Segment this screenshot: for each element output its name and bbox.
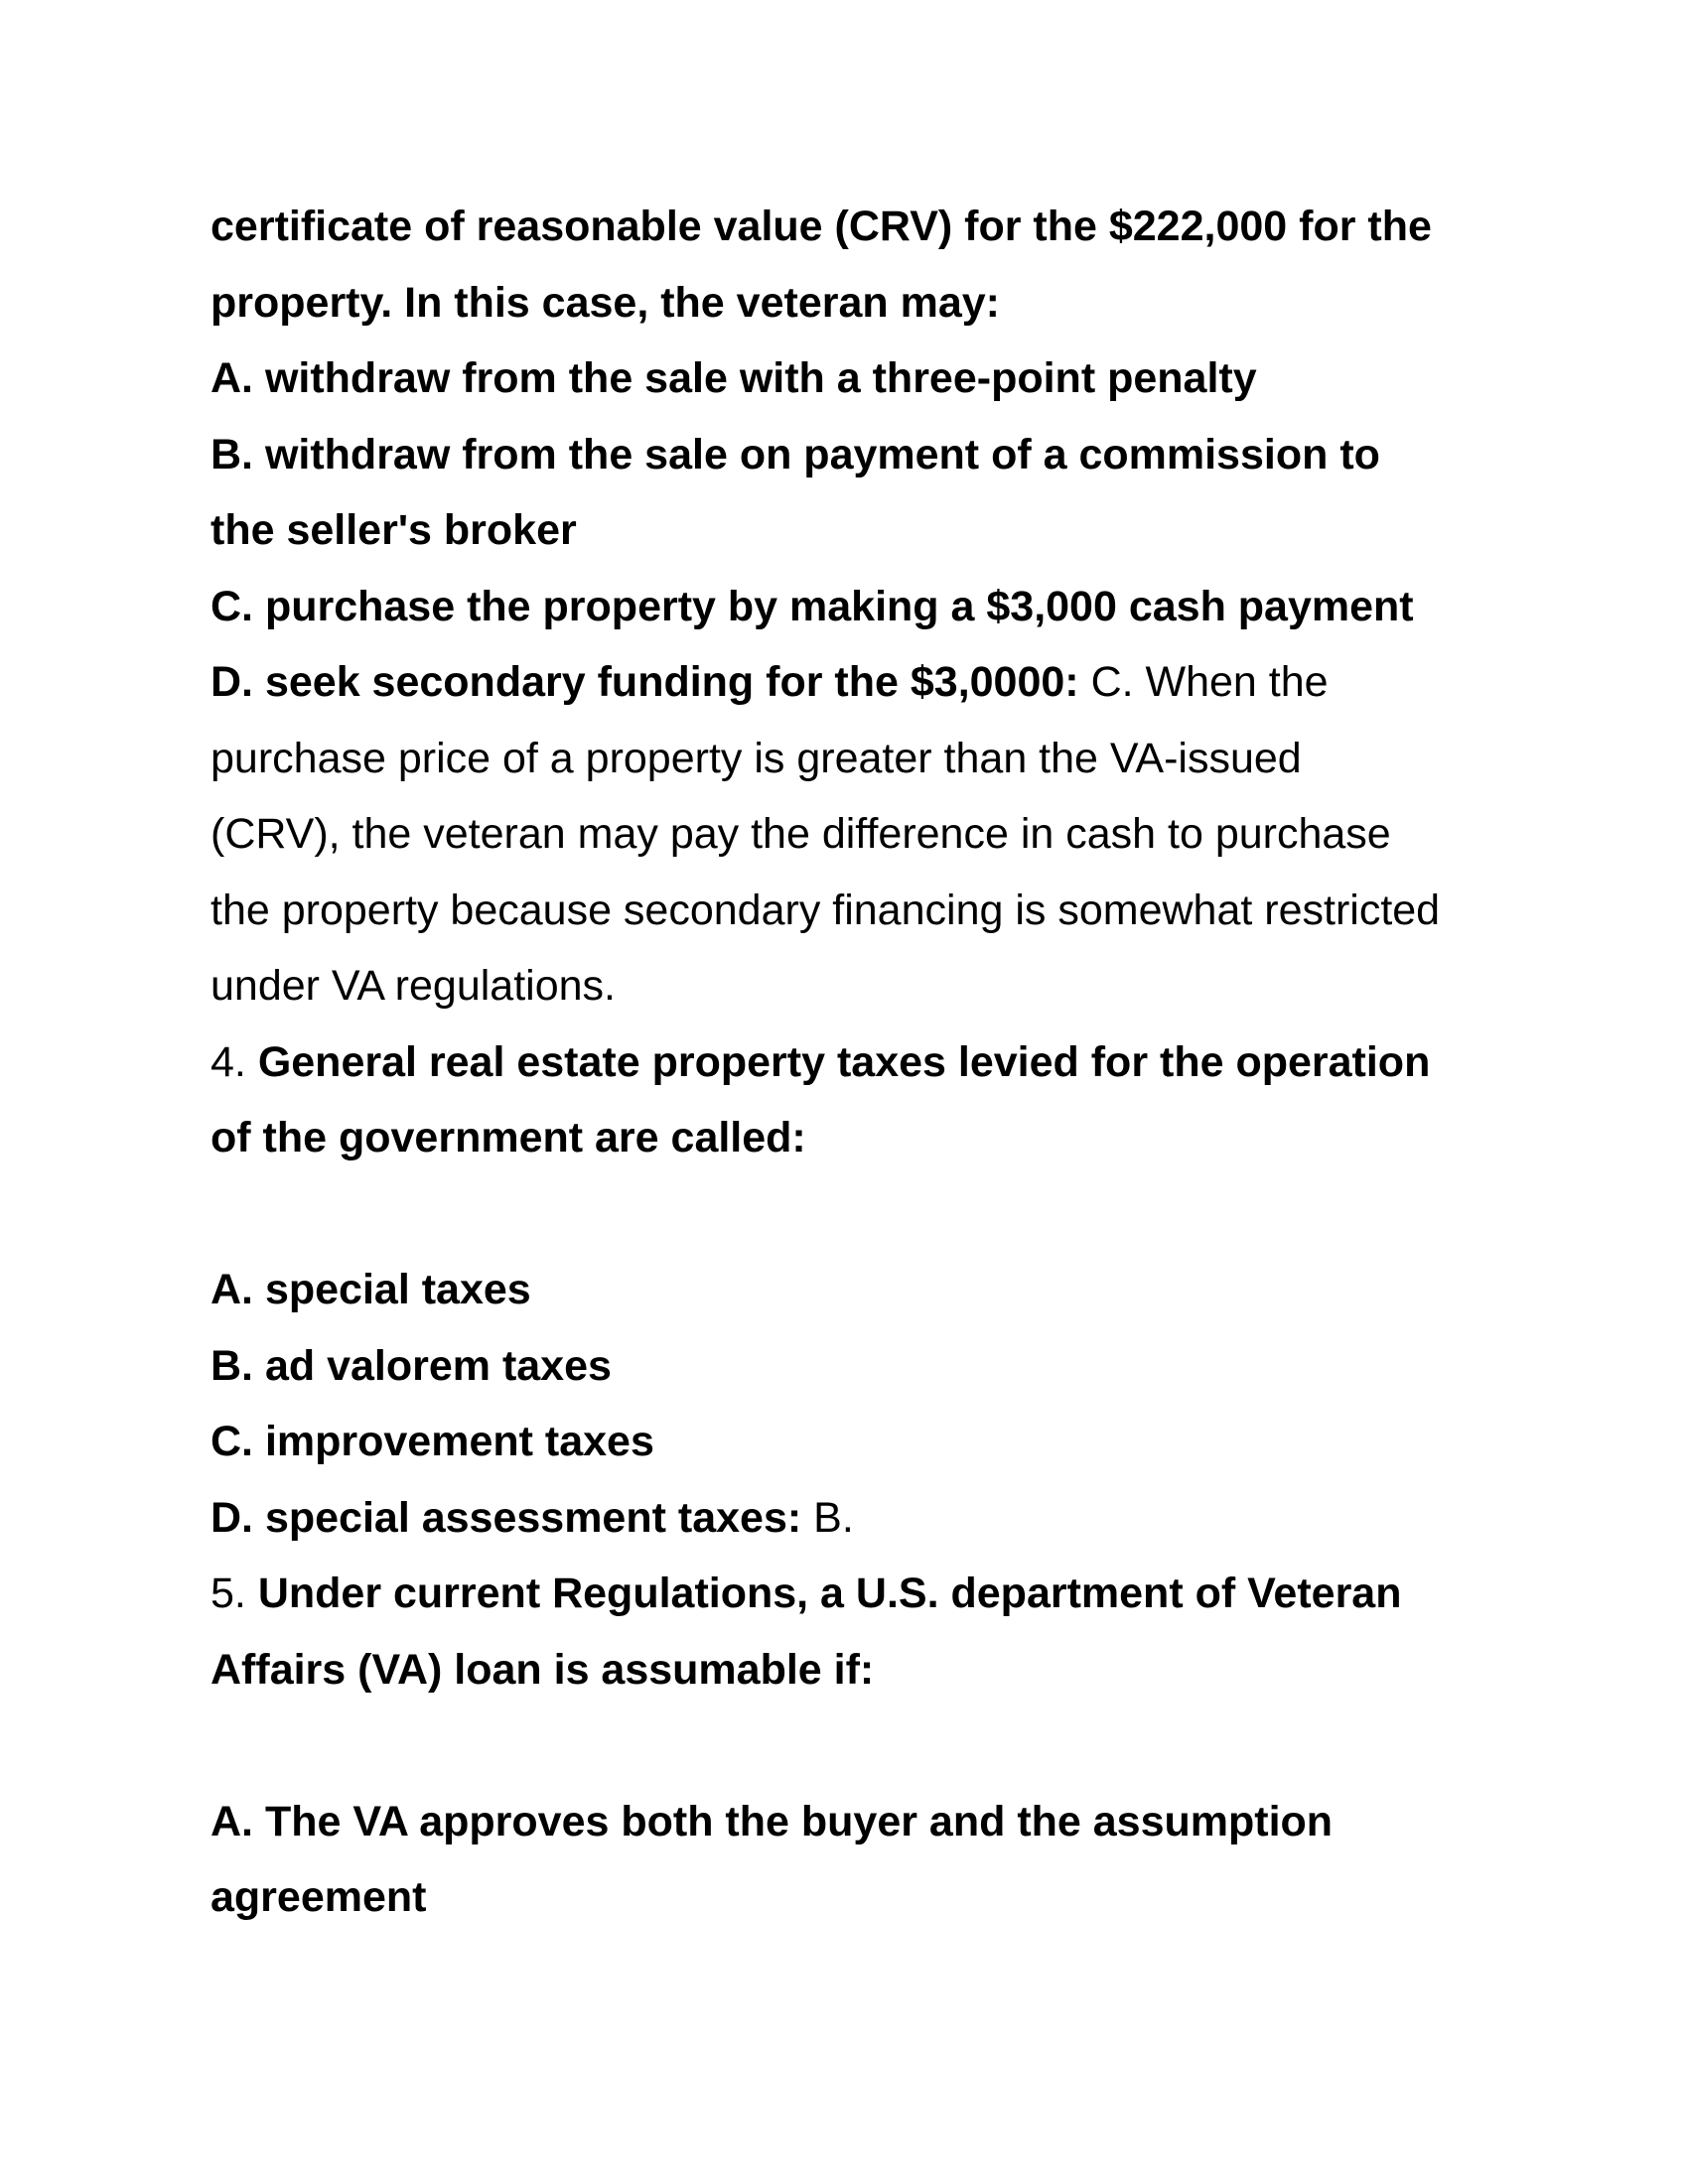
q4-option-d: D. special assessment taxes: [211, 1493, 802, 1542]
q3-answer: C. When the [1078, 658, 1329, 706]
q3-option-d: D. seek secondary funding for the $3,0000: [211, 658, 1079, 706]
q5-option-a-line-1: A. The VA approves both the buyer and the assumption [211, 1797, 1334, 1845]
q4-option-b: B. ad valorem taxes [211, 1341, 612, 1390]
spacer [211, 1707, 1501, 1784]
q5-stem-line-1 [211, 1556, 1501, 1632]
q5-number: 5. [211, 1570, 258, 1617]
q5-stem-first: Under current Regulations, a U.S. department of Veteran [257, 1570, 1402, 1617]
spacer [211, 1176, 1501, 1253]
q5-option-a-line-2: agreement [211, 1873, 427, 1921]
q3-explanation-line-3: the property because secondary financing is somewhat restricted [211, 886, 1441, 934]
q4-option-d-line [211, 1480, 1501, 1557]
q3-option-a: A. withdraw from the sale with a three-point penalty [211, 354, 1257, 402]
q4-answer: B. [801, 1493, 854, 1542]
q3-option-b-line-1: B. withdraw from the sale on payment of a commission to [211, 430, 1380, 478]
q3-explanation-line-2: (CRV), the veteran may pay the difference in cash to purchase [211, 810, 1391, 858]
q4-number: 4. [211, 1037, 258, 1086]
q3-stem-line-1: certificate of reasonable value (CRV) for the $222,000 for the [211, 203, 1432, 250]
q4-option-a: A. special taxes [211, 1266, 531, 1313]
q3-option-c: C. purchase the property by making a $3,000 cash payment [211, 582, 1414, 630]
q4-stem-first: General real estate property taxes levied for the operation [257, 1037, 1431, 1086]
q3-explanation-line-4: under VA regulations. [211, 962, 616, 1010]
q3-stem-line-2: property. In this case, the veteran may: [211, 278, 1000, 327]
q3-option-b-line-2: the seller's broker [211, 506, 577, 554]
document-page [211, 189, 1501, 1936]
q4-stem-line-1 [211, 1024, 1501, 1101]
q5-stem-line-2: Affairs (VA) loan is assumable if: [211, 1645, 875, 1694]
q4-option-c: C. improvement taxes [211, 1418, 654, 1465]
q3-explanation-line-1: purchase price of a property is greater than the VA-issued [211, 734, 1302, 782]
q4-stem-line-2: of the government are called: [211, 1114, 806, 1161]
q3-option-d-line [211, 644, 1501, 721]
